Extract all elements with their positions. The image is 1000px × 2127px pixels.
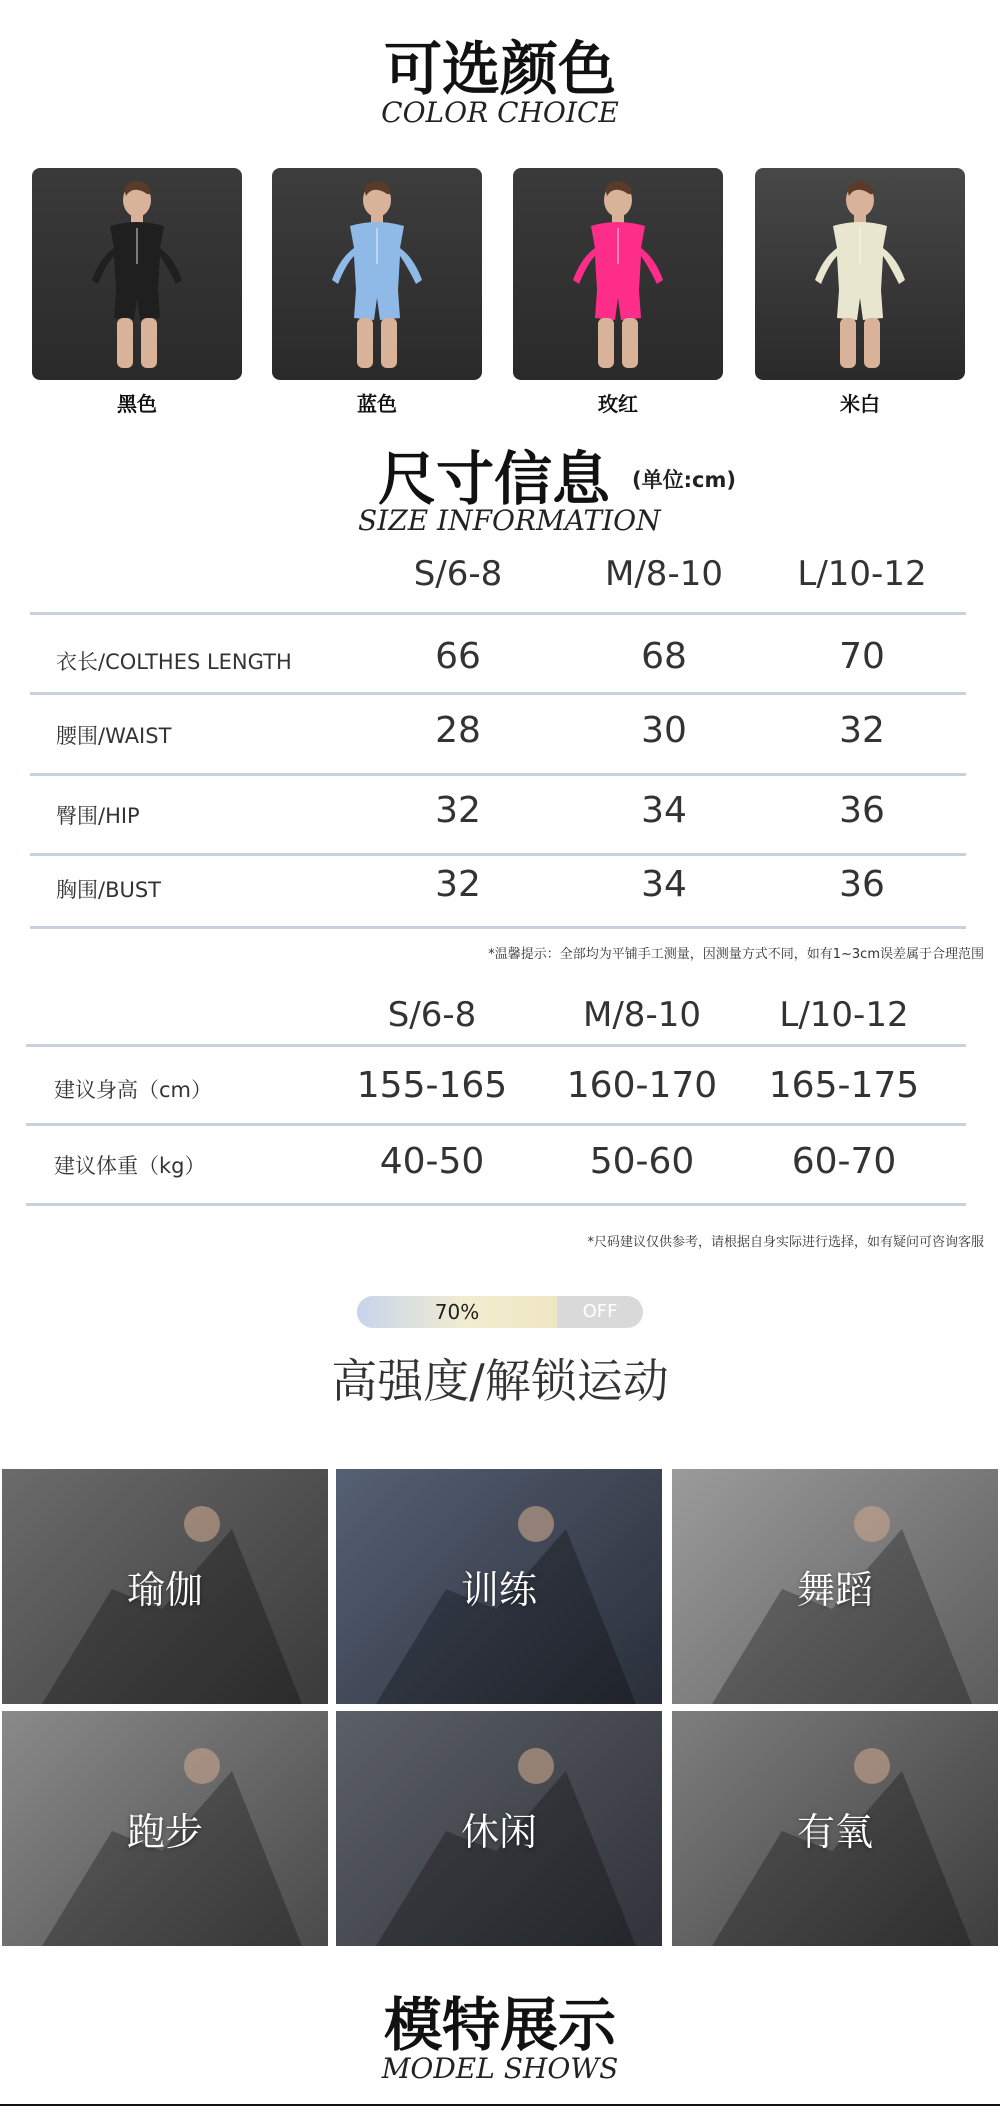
table-cell: 165-175 [768, 1065, 920, 1106]
table-cell: 66 [435, 636, 481, 677]
table-row-label: 胸围/BUST [56, 878, 162, 902]
table-cell: 32 [839, 710, 885, 751]
bottom-divider [0, 2104, 1000, 2106]
table-cell: 30 [641, 710, 687, 751]
activity-tile[interactable] [336, 1711, 662, 1946]
table-cell: 32 [435, 790, 481, 831]
table-cell: 40-50 [379, 1141, 485, 1182]
color-swatch-label: 米白 [840, 392, 880, 416]
size-column-header: S/6-8 [413, 554, 503, 594]
table-row-label: 建议身高（cm） [54, 1078, 213, 1102]
table-row-label: 臀围/HIP [56, 804, 140, 828]
table-cell: 34 [641, 790, 687, 831]
intensity-off-label: OFF [582, 1301, 618, 1322]
table-cell: 70 [839, 636, 885, 677]
size-info-unit: (单位:cm) [632, 468, 736, 492]
size-table-note: *温馨提示：全部均为平铺手工测量，因测量方式不同，如有1~3cm误差属于合理范围 [488, 947, 984, 962]
activity-label: 瑜伽 [126, 1568, 203, 1612]
model-figure [755, 168, 965, 380]
activity-label: 舞蹈 [796, 1568, 873, 1612]
activity-tile[interactable] [2, 1469, 328, 1704]
model-figure [32, 168, 242, 380]
table-row-label: 衣长/COLTHES LENGTH [56, 650, 292, 674]
activity-label: 休闲 [460, 1810, 537, 1854]
activity-tile[interactable] [2, 1711, 328, 1946]
size-column-header: S/6-8 [387, 995, 477, 1035]
intensity-percent: 70% [434, 1300, 480, 1324]
table-cell: 28 [435, 710, 481, 751]
table-rule [26, 1044, 966, 1047]
table-rule [30, 926, 966, 929]
table-cell: 50-60 [589, 1141, 695, 1182]
color-swatch-image[interactable] [755, 168, 965, 380]
table-cell: 34 [641, 864, 687, 905]
table-rule [30, 773, 966, 776]
model-shows-title: 模特展示 [383, 1991, 616, 2059]
table-rule [30, 853, 966, 856]
model-figure [272, 168, 482, 380]
color-swatch-image[interactable] [272, 168, 482, 380]
recommendation-note: *尺码建议仅供参考，请根据自身实际进行选择，如有疑问可咨询客服 [587, 1235, 984, 1250]
table-rule [30, 612, 966, 615]
size-column-header: M/8-10 [583, 995, 701, 1035]
table-cell: 32 [435, 864, 481, 905]
color-swatch-label: 黑色 [117, 392, 157, 416]
model-shows-subtitle: MODEL SHOWS [381, 2052, 619, 2085]
size-column-header: M/8-10 [605, 554, 723, 594]
color-swatch-image[interactable] [513, 168, 723, 380]
table-row-label: 建议体重（kg） [54, 1154, 206, 1178]
activity-tile[interactable] [336, 1469, 662, 1704]
table-cell: 36 [839, 790, 885, 831]
activity-tile[interactable] [672, 1469, 998, 1704]
table-cell: 155-165 [356, 1065, 508, 1106]
activity-label: 训练 [460, 1568, 537, 1612]
table-rule [26, 1123, 966, 1126]
table-row-label: 腰围/WAIST [56, 724, 172, 748]
table-cell: 60-70 [791, 1141, 897, 1182]
size-info-subtitle: SIZE INFORMATION [358, 504, 661, 537]
table-rule [30, 692, 966, 695]
intensity-bar [357, 1296, 643, 1328]
table-cell: 160-170 [566, 1065, 718, 1106]
activity-label: 有氧 [796, 1810, 873, 1854]
size-column-header: L/10-12 [779, 995, 909, 1035]
size-info-title: 尺寸信息 [378, 445, 611, 513]
color-swatch-label: 玫红 [598, 392, 638, 416]
table-cell: 36 [839, 864, 885, 905]
model-figure [513, 168, 723, 380]
color-choice-title: 可选颜色 [383, 35, 616, 103]
color-swatch-label: 蓝色 [357, 392, 397, 416]
size-column-header: L/10-12 [797, 554, 927, 594]
color-swatch-image[interactable] [32, 168, 242, 380]
activity-label: 跑步 [126, 1810, 203, 1854]
activity-tile[interactable] [672, 1711, 998, 1946]
table-rule [26, 1203, 966, 1206]
color-choice-subtitle: COLOR CHOICE [381, 96, 619, 129]
table-cell: 68 [641, 636, 687, 677]
intensity-caption: 高强度/解锁运动 [331, 1354, 669, 1408]
